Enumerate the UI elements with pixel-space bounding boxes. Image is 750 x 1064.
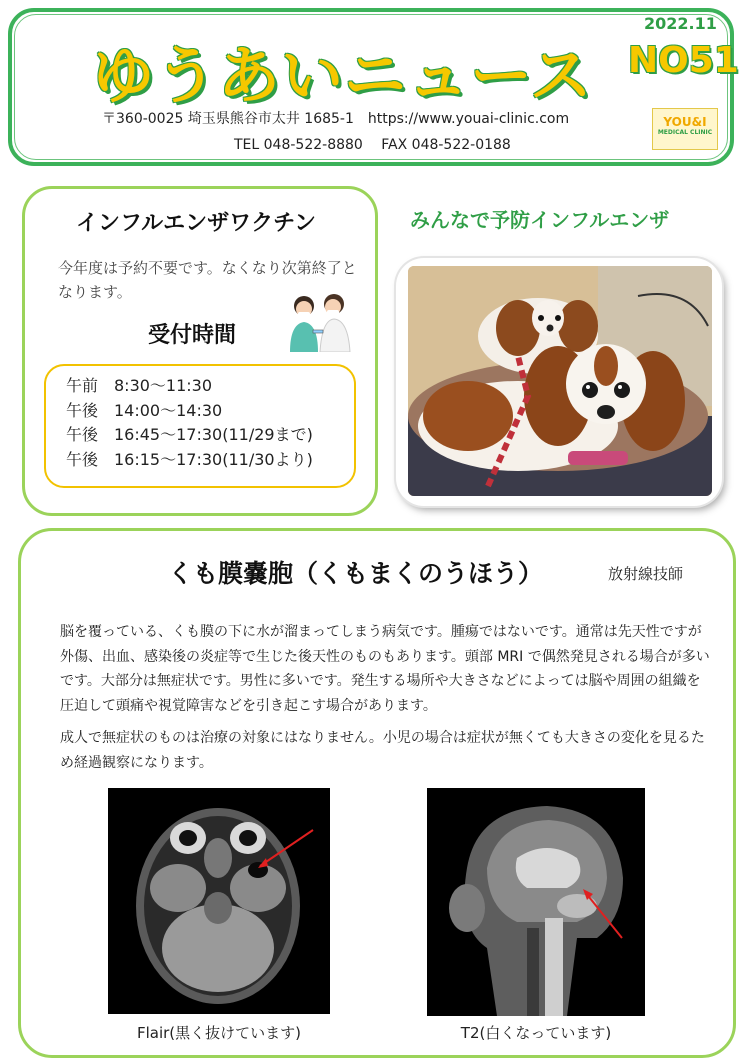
logo-main-text: YOU&I (663, 115, 707, 129)
caption-t2: T2(白くなっています) (460, 1024, 612, 1042)
hours-item: 午後 16:15〜17:30(11/30より) (66, 449, 313, 469)
hours-list (66, 374, 313, 472)
vaccine-title: インフルエンザワクチン (76, 211, 317, 236)
newsletter-title: ゆうあいニュース (92, 39, 593, 112)
prevention-title: みんなで予防インフルエンザ (410, 208, 670, 232)
issue-number: NO51 (628, 40, 739, 81)
contact-line: TEL 048-522-8880 FAX 048-522-0188 (234, 137, 511, 153)
reception-hours-title: 受付時間 (148, 323, 237, 348)
dogs-photo (408, 266, 712, 496)
mri-t2-image (427, 788, 645, 1016)
hours-item: 午後 14:00〜14:30 (66, 400, 223, 420)
arachnoid-title: くも膜嚢胞（くもまくのうほう） (168, 559, 544, 588)
address-line: 〒360-0025 埼玉県熊谷市太井 1685-1 https://www.youai-clinic.com (102, 111, 570, 127)
mri-flair-image (108, 788, 330, 1014)
logo-sub-text: MEDICAL CLINIC (657, 129, 713, 136)
caption-flair: Flair(黒く抜けています) (136, 1024, 302, 1042)
paragraph-2: 成人で無症状のものは治療の対象にはなりません。小児の場合は症状が無くても大きさの変化を見るため経過観察になります。 (60, 730, 705, 771)
hours-item: 午後 16:45〜17:30(11/29まで) (66, 425, 313, 444)
hours-item: 午前 8:30〜11:30 (66, 376, 213, 395)
issue-date: 2022.11 (644, 14, 717, 33)
vaccination-illustration (284, 290, 354, 352)
vaccine-note: 今年度は予約不要です。なくなり次第終了となります。 (58, 259, 357, 301)
clinic-logo (652, 108, 718, 150)
paragraph-1: 脳を覆っている、くも膜の下に水が溜まってしまう病気です。腫瘍ではないです。通常は先天性ですが外傷、出血、感染後の炎症等で生じた後天性のものもあります。頭部 MRI で偶然発見される場合が多いです。大部分は無症状です。男性に多いです。発生する場所や大きさなどによっては脳や周囲の組織を圧迫して頭痛や視覚障害などを引き起こす場合があります。 (60, 624, 710, 714)
author-label: 放射線技師 (608, 565, 684, 583)
